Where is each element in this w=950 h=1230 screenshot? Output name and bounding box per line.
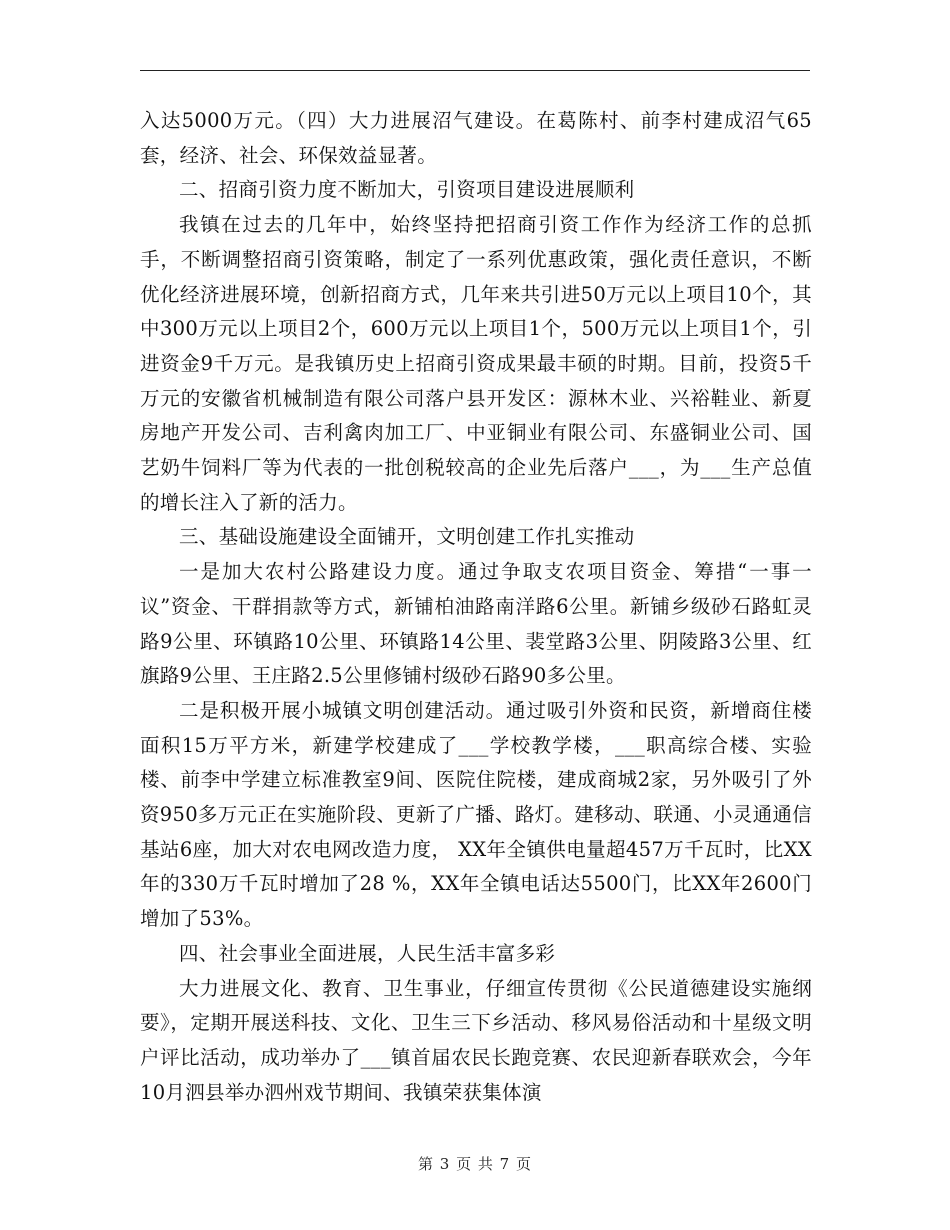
section-heading: 四、社会事业全面进展，人民生活丰富多彩 [179,941,556,965]
section-heading: 二、招商引资力度不断加大，引资项目建设进展顺利 [179,178,635,202]
paragraph: 一是加大农村公路建设力度。通过争取支农项目资金、筹措“一事一议”资金、干群捐款等方式，新铺柏油路南洋路6公里。新铺乡级砂石路虹灵路9公里、环镇路10公里、环镇路14公里、裴堂路3公里、阴陵路3公里、红旗路9公里、王庄路2.5公里修铺村级砂石路90多公里。 [140,560,812,688]
section-heading: 三、基础设施建设全面铺开，文明创建工作扎实推动 [179,525,635,549]
paragraph: 二是积极开展小城镇文明创建活动。通过吸引外资和民资，新增商住楼面积15万平方米，新建学校建成了___学校教学楼，___职高综合楼、实验楼、前李中学建立标准教室9间、医院住院楼，建成商城2家，另外吸引了外资950多万元正在实施阶段、更新了广播、路灯。建移动、联通、小灵通通信基站6座，加大对农电网改造力度， XX年全镇供电量超457万千瓦时，比XX年的330万千瓦时增加了28 %，XX年全镇电话达5500门，比XX年2600门增加了53%。 [140,698,812,931]
paragraph: 我镇在过去的几年中，始终坚持把招商引资工作作为经济工作的总抓手，不断调整招商引资策略，制定了一系列优惠政策，强化责任意识，不断优化经济进展环境，创新招商方式，几年来共引进50万元以上项目10个，其中300万元以上项目2个，600万元以上项目1个，500万元以上项目1个，引进资金9千万元。是我镇历史上招商引资成果最丰硕的时期。目前，投资5千万元的安徽省机械制造有限公司落户县开发区：源林木业、兴裕鞋业、新夏房地产开发公司、吉利禽肉加工厂、中亚铜业有限公司、东盛铜业公司、国艺奶牛饲料厂等为代表的一批创税较高的企业先后落户___，为___生产总值的增长注入了新的活力。 [140,213,812,514]
header-rule [140,70,810,71]
paragraph: 入达5000万元。（四）大力进展沼气建设。在葛陈村、前李村建成沼气65套，经济、社会、环保效益显著。 [140,109,812,167]
paragraph: 大力进展文化、教育、卫生事业，仔细宣传贯彻《公民道德建设实施纲要》，定期开展送科技、文化、卫生三下乡活动、移风易俗活动和十星级文明户评比活动，成功举办了___镇首届农民长跑竞赛、农民迎新春联欢会，今年10月泗县举办泗州戏节期间、我镇荣获集体演 [140,976,812,1104]
body-text [140,104,812,1110]
page-number: 第 3 页 共 7 页 [418,1155,532,1173]
